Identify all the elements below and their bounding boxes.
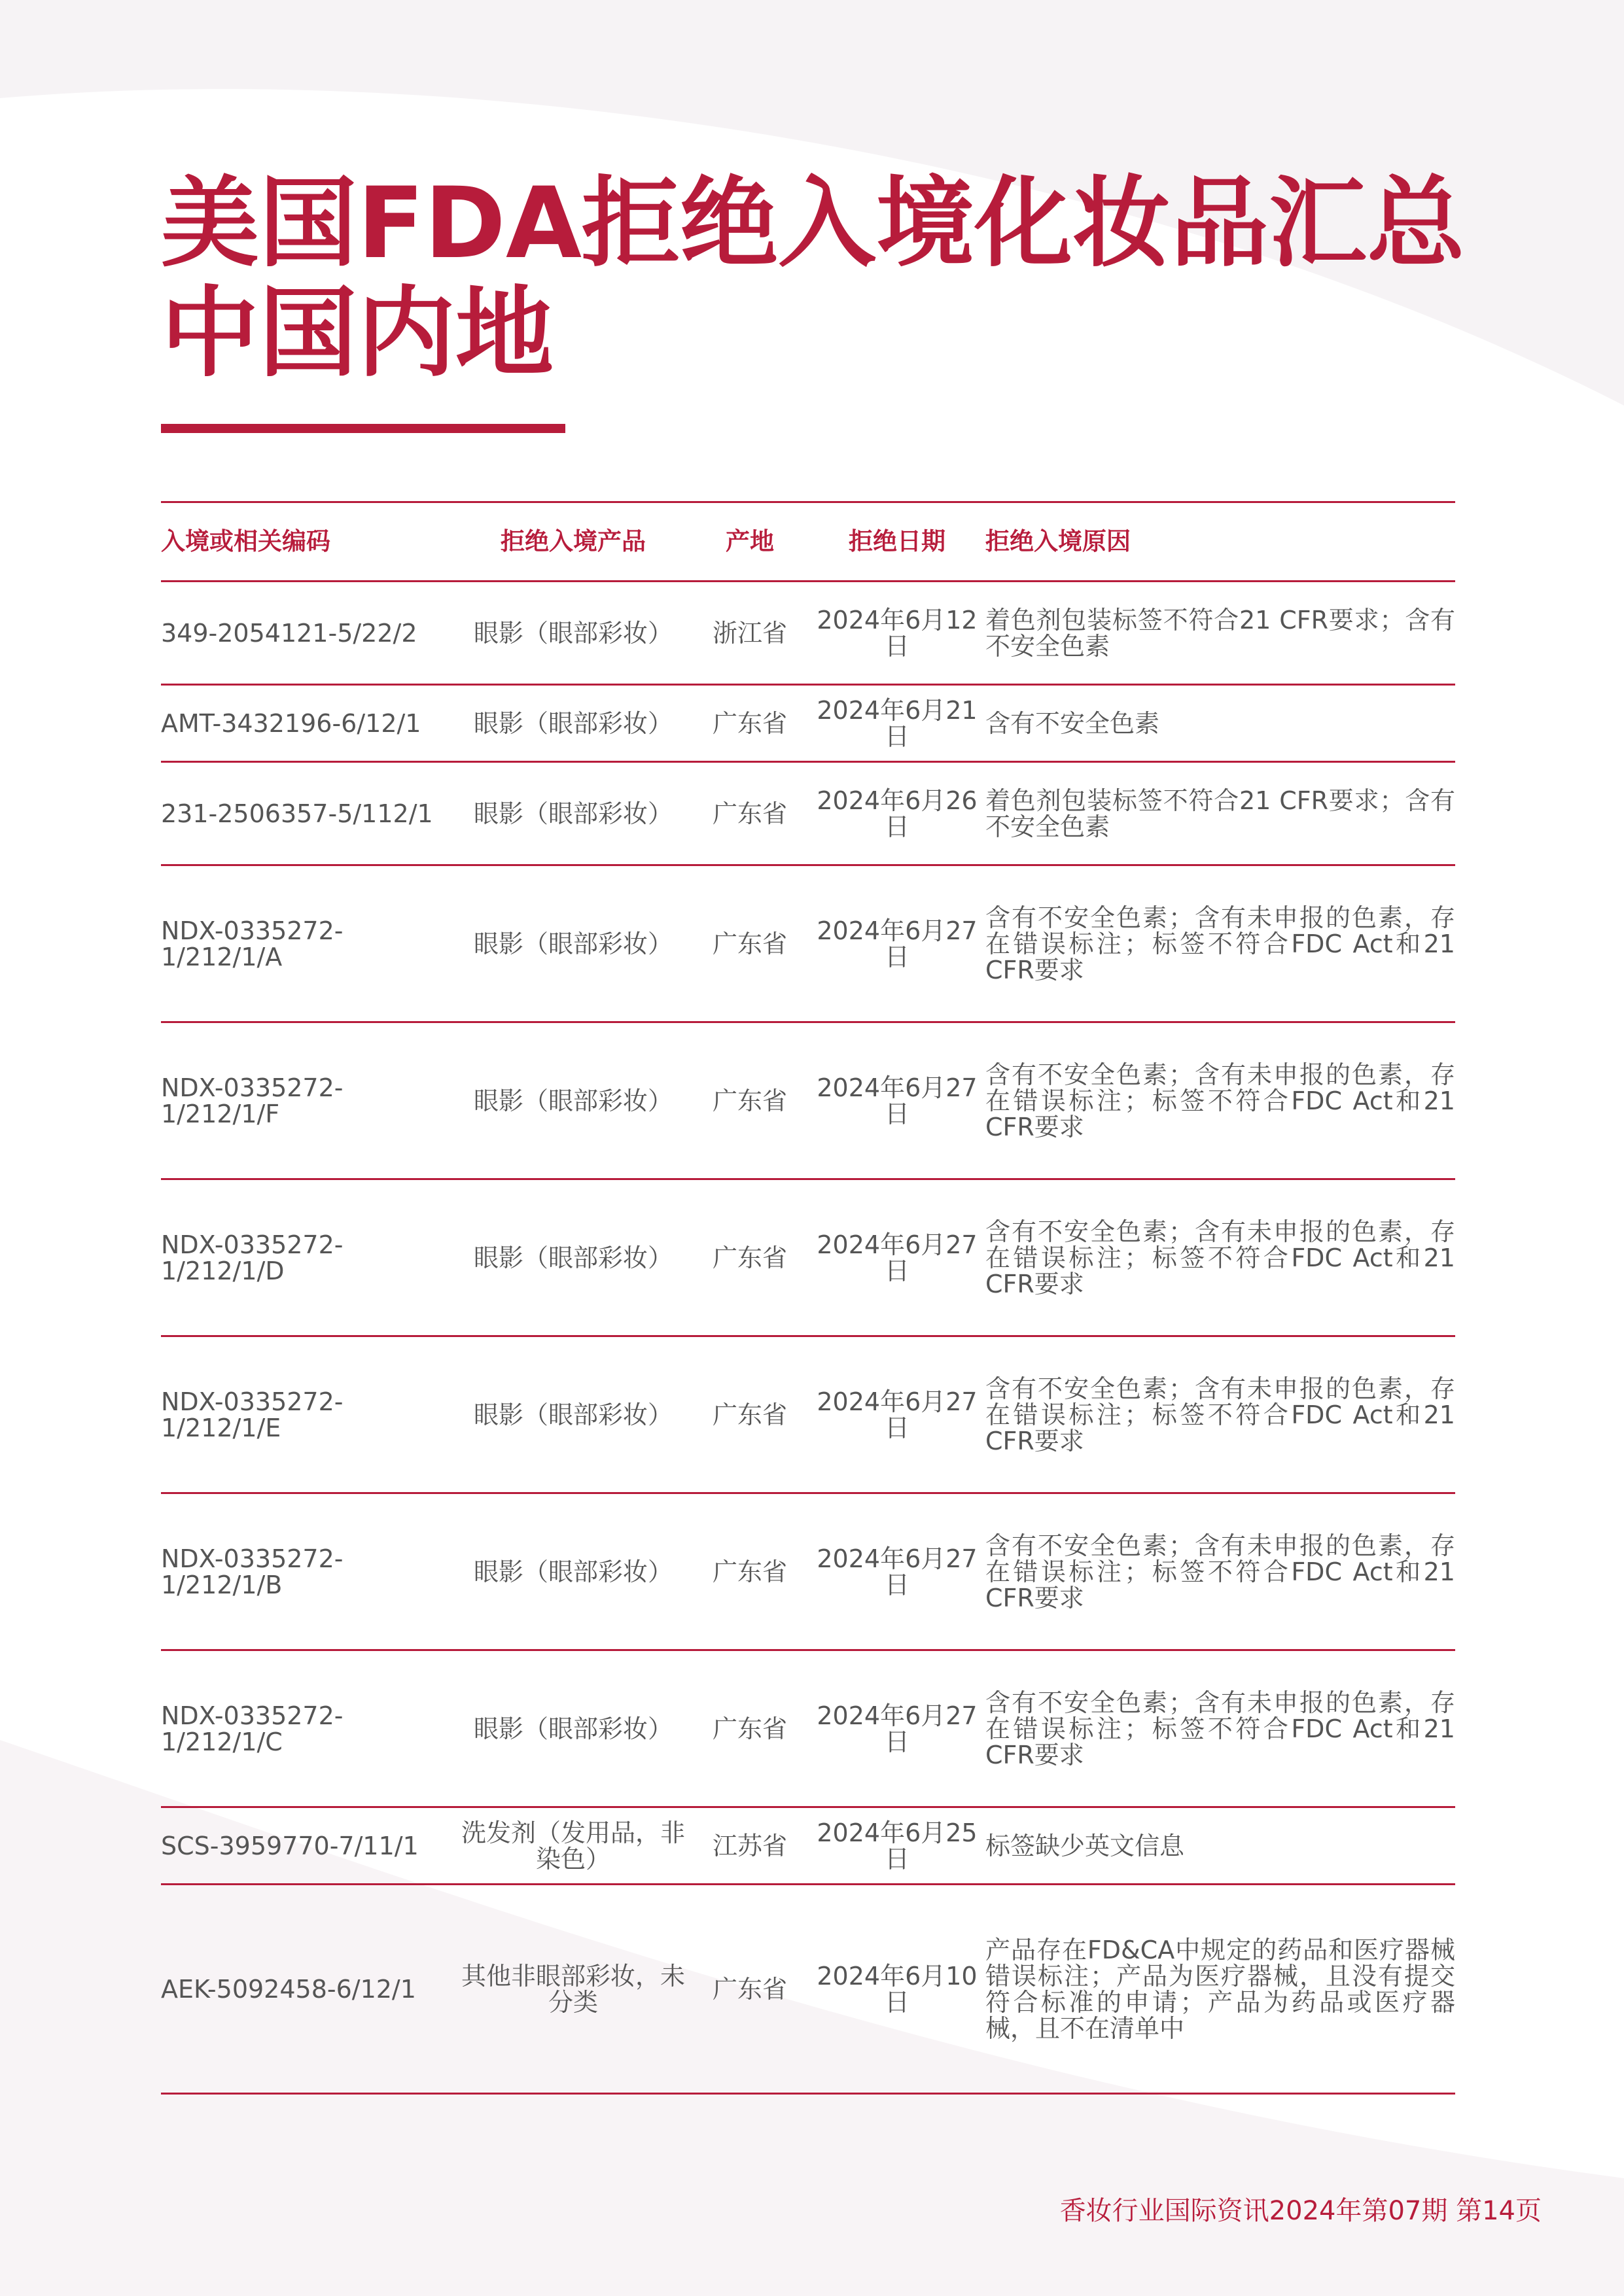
cell-reason: 产品存在FD&CA中规定的药品和医疗器械错误标注；产品为医疗器械，且没有提交符合标准的申请；产品为药品或医疗器械，且不在清单中 bbox=[985, 1885, 1455, 2094]
cell-code: AEK-5092458-6/12/1 bbox=[161, 1885, 455, 2094]
cell-reason: 含有不安全色素；含有未申报的色素，存在错误标注；标签不符合FDC Act和21 CFR要求 bbox=[985, 1022, 1455, 1179]
cell-origin: 江苏省 bbox=[691, 1807, 809, 1885]
cell-code: 349-2054121-5/22/2 bbox=[161, 582, 455, 685]
cell-date: 2024年6月10日 bbox=[809, 1885, 985, 2094]
cell-product: 眼影（眼部彩妆） bbox=[455, 1336, 691, 1493]
cell-date: 2024年6月27日 bbox=[809, 1022, 985, 1179]
cell-origin: 广东省 bbox=[691, 1179, 809, 1336]
cell-code: AMT-3432196-6/12/1 bbox=[161, 685, 455, 762]
header-date: 拒绝日期 bbox=[809, 502, 985, 582]
header-origin: 产地 bbox=[691, 502, 809, 582]
table-row bbox=[161, 1022, 1455, 1179]
cell-date: 2024年6月27日 bbox=[809, 1336, 985, 1493]
cell-product: 眼影（眼部彩妆） bbox=[455, 865, 691, 1022]
cell-product: 眼影（眼部彩妆） bbox=[455, 1493, 691, 1650]
title-underline bbox=[161, 424, 565, 433]
cell-origin: 广东省 bbox=[691, 685, 809, 762]
cell-code: NDX-0335272-1/212/1/D bbox=[161, 1179, 455, 1336]
cell-code: NDX-0335272-1/212/1/C bbox=[161, 1650, 455, 1807]
cell-origin: 广东省 bbox=[691, 1650, 809, 1807]
table-row bbox=[161, 685, 1455, 762]
cell-reason: 含有不安全色素；含有未申报的色素，存在错误标注；标签不符合FDC Act和21 CFR要求 bbox=[985, 1493, 1455, 1650]
header-reason: 拒绝入境原因 bbox=[985, 502, 1455, 582]
cell-date: 2024年6月26日 bbox=[809, 762, 985, 865]
header-code: 入境或相关编码 bbox=[161, 502, 455, 582]
header-product: 拒绝入境产品 bbox=[455, 502, 691, 582]
rejections-table-container bbox=[161, 501, 1455, 2095]
cell-reason: 含有不安全色素；含有未申报的色素，存在错误标注；标签不符合FDC Act和21 CFR要求 bbox=[985, 1650, 1455, 1807]
page-title bbox=[161, 169, 1465, 389]
cell-product: 眼影（眼部彩妆） bbox=[455, 685, 691, 762]
cell-product: 眼影（眼部彩妆） bbox=[455, 582, 691, 685]
table-row bbox=[161, 1650, 1455, 1807]
table-row bbox=[161, 1807, 1455, 1885]
cell-reason: 含有不安全色素；含有未申报的色素，存在错误标注；标签不符合FDC Act和21 CFR要求 bbox=[985, 1179, 1455, 1336]
page-title-line-1: 美国FDA拒绝入境化妆品汇总 bbox=[161, 167, 1466, 281]
cell-date: 2024年6月27日 bbox=[809, 865, 985, 1022]
cell-date: 2024年6月21日 bbox=[809, 685, 985, 762]
table-row bbox=[161, 762, 1455, 865]
cell-origin: 广东省 bbox=[691, 1336, 809, 1493]
page-footer: 香妆行业国际资讯2024年第07期 第14页 bbox=[1059, 2196, 1542, 2226]
cell-origin: 浙江省 bbox=[691, 582, 809, 685]
cell-reason: 含有不安全色素 bbox=[985, 685, 1455, 762]
cell-reason: 含有不安全色素；含有未申报的色素，存在错误标注；标签不符合FDC Act和21 CFR要求 bbox=[985, 865, 1455, 1022]
cell-origin: 广东省 bbox=[691, 1022, 809, 1179]
table-row bbox=[161, 1336, 1455, 1493]
rejections-table bbox=[161, 501, 1455, 2095]
cell-reason: 着色剂包装标签不符合21 CFR要求；含有不安全色素 bbox=[985, 762, 1455, 865]
cell-code: NDX-0335272-1/212/1/E bbox=[161, 1336, 455, 1493]
cell-code: NDX-0335272-1/212/1/B bbox=[161, 1493, 455, 1650]
cell-product: 洗发剂（发用品，非染色） bbox=[455, 1807, 691, 1885]
cell-product: 其他非眼部彩妆，未分类 bbox=[455, 1885, 691, 2094]
cell-reason: 含有不安全色素；含有未申报的色素，存在错误标注；标签不符合FDC Act和21 CFR要求 bbox=[985, 1336, 1455, 1493]
cell-origin: 广东省 bbox=[691, 865, 809, 1022]
cell-date: 2024年6月12日 bbox=[809, 582, 985, 685]
cell-code: NDX-0335272-1/212/1/F bbox=[161, 1022, 455, 1179]
table-header-row bbox=[161, 502, 1455, 582]
cell-origin: 广东省 bbox=[691, 1885, 809, 2094]
cell-product: 眼影（眼部彩妆） bbox=[455, 1179, 691, 1336]
cell-origin: 广东省 bbox=[691, 762, 809, 865]
cell-reason: 标签缺少英文信息 bbox=[985, 1807, 1455, 1885]
table-row bbox=[161, 1885, 1455, 2094]
cell-date: 2024年6月27日 bbox=[809, 1179, 985, 1336]
cell-date: 2024年6月25日 bbox=[809, 1807, 985, 1885]
cell-date: 2024年6月27日 bbox=[809, 1650, 985, 1807]
cell-product: 眼影（眼部彩妆） bbox=[455, 1022, 691, 1179]
cell-code: NDX-0335272-1/212/1/A bbox=[161, 865, 455, 1022]
cell-reason: 着色剂包装标签不符合21 CFR要求；含有不安全色素 bbox=[985, 582, 1455, 685]
table-row bbox=[161, 1179, 1455, 1336]
cell-date: 2024年6月27日 bbox=[809, 1493, 985, 1650]
table-row bbox=[161, 1493, 1455, 1650]
table-row bbox=[161, 865, 1455, 1022]
page-title-line-2: 中国内地 bbox=[161, 277, 554, 391]
cell-origin: 广东省 bbox=[691, 1493, 809, 1650]
cell-code: SCS-3959770-7/11/1 bbox=[161, 1807, 455, 1885]
table-row bbox=[161, 582, 1455, 685]
cell-code: 231-2506357-5/112/1 bbox=[161, 762, 455, 865]
cell-product: 眼影（眼部彩妆） bbox=[455, 762, 691, 865]
cell-product: 眼影（眼部彩妆） bbox=[455, 1650, 691, 1807]
